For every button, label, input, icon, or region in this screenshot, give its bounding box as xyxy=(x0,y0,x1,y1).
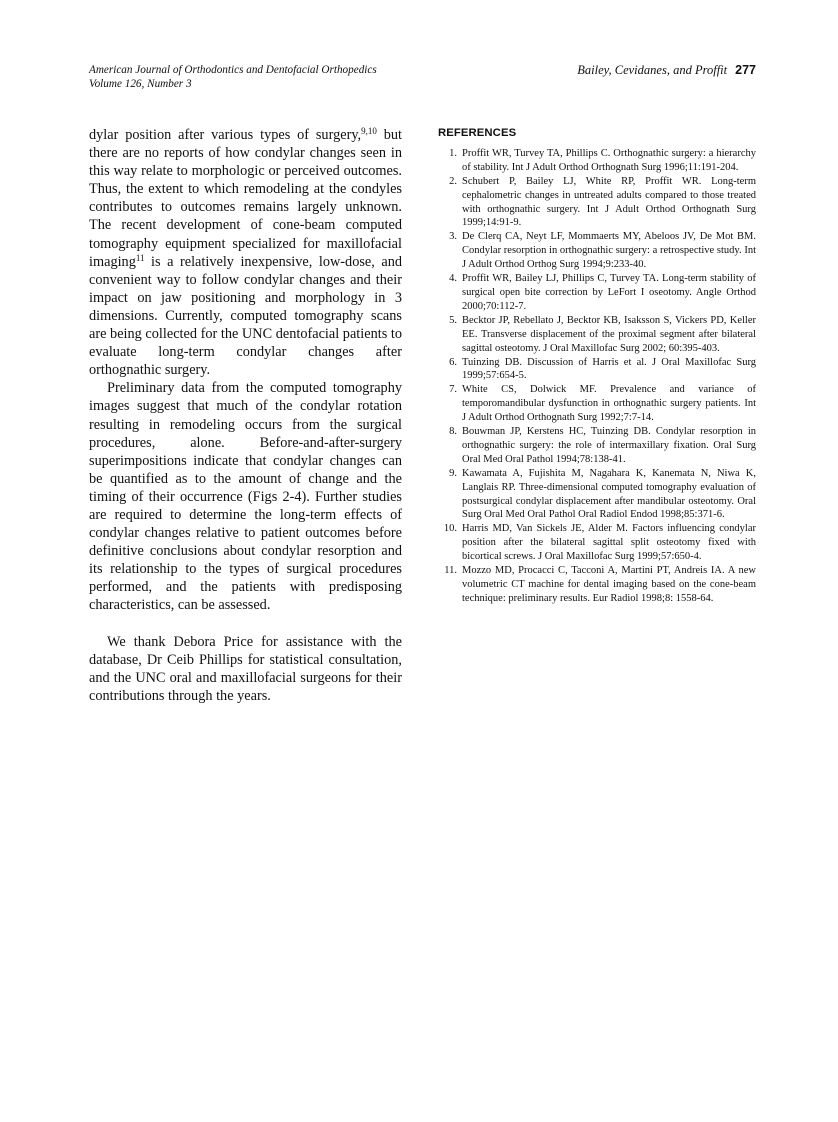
reference-item xyxy=(438,175,756,231)
reference-item xyxy=(438,425,756,467)
text-span: is a relatively inexpensive, low-dose, and convenient way to follow condylar changes and their impact on jaw positioning and morphology in 3 dimensions. Currently, computed tomography scans are being collected for the UNC dentofacial patients to evaluate long-term condylar changes after orthognathic surgery. xyxy=(89,253,402,379)
reference-item xyxy=(438,383,756,425)
journal-title: American Journal of Orthodontics and Dentofacial Orthopedics xyxy=(89,64,377,76)
reference-item xyxy=(438,522,756,564)
reference-text: Kawamata A, Fujishita M, Nagahara K, Kanemata N, Niwa K, Langlais RP. Three-dimensional computed tomography evaluation of postsurgical condylar displacement after mandibular osteotomy. Oral Surg Oral Med Oral Pathol Oral Radiol Endod 1998;85:371-6. xyxy=(462,467,756,521)
reference-item xyxy=(438,356,756,384)
reference-list xyxy=(438,147,756,606)
page-number: 277 xyxy=(735,63,756,77)
reference-number: 4. xyxy=(449,273,457,285)
reference-text: Proffit WR, Turvey TA, Phillips C. Orthognathic surgery: a hierarchy of stability. Int J Adult Orthod Orthognath Surg 1996;11:191-204. xyxy=(462,147,756,173)
reference-text: Bouwman JP, Kerstens HC, Tuinzing DB. Condylar resorption in orthognathic surgery: the role of intermaxillary fixation. Oral Surg Oral Med Oral Pathol 1994;78:138-41. xyxy=(462,426,756,465)
reference-item xyxy=(438,467,756,523)
reference-text: White CS, Dolwick MF. Prevalence and variance of temporomandibular dysfunction in orthognathic surgery patients. Int J Adult Orthod Orthognath Surg 1992;7:7-14. xyxy=(462,384,756,424)
reference-text: Schubert P, Bailey LJ, White RP, Proffit WR. Long-term cephalometric changes in untreated adults compared to those treated with orthognathic surgery. Int J Adult Orthod Orthognath Surg 1999;14:91-9. xyxy=(462,175,756,229)
reference-number: 5. xyxy=(449,314,457,326)
reference-number: 2. xyxy=(449,175,457,187)
reference-number: 11. xyxy=(444,565,457,577)
reference-number: 7. xyxy=(449,384,457,396)
reference-item xyxy=(438,564,756,606)
references-heading: REFERENCES xyxy=(438,127,517,139)
text-span: dylar position after various types of surgery, xyxy=(89,127,362,143)
citation-superscript: 11 xyxy=(135,252,145,263)
running-header-right xyxy=(577,63,756,77)
reference-number: 8. xyxy=(449,426,457,438)
text-span: but there are no reports of how condylar changes seen in this way relate to morphologic or perceived outcomes. Thus, the extent to which remodeling at the condyles contributes to outcomes remains largely unknown. The recent development of cone-beam computed tomography equipment specialized for maxillofacial imaging xyxy=(89,127,403,270)
reference-number: 9. xyxy=(449,467,457,479)
reference-text: Becktor JP, Rebellato J, Becktor KB, Isaksson S, Vickers PD, Keller EE. Transverse displacement of the proximal segment after bilateral sagittal osteotomy. J Oral Maxillofac Surg 2002; 60:395-403. xyxy=(462,314,756,354)
body-paragraph-2: Preliminary data from the computed tomography images suggest that much of the condylar rotation resulting in remodeling occurs from the surgical procedures, alone. Before-and-after-surgery superimpositions indicate that condylar changes can be quantified as to the amount of change and the timing of their occurrence (Figs 2-4). Further studies are required to determine the long-term effects of condylar changes relative to patient outcomes before definitive conclusions about condylar resorption and its relationship to the types of surgical procedures performed, and the patients with predisposing characteristics, can be assessed. xyxy=(89,380,402,614)
acknowledgment: We thank Debora Price for assistance with the database, Dr Ceib Phillips for statistical consultation, and the UNC oral and maxillofacial surgeons for their contributions through the years. xyxy=(89,633,402,704)
reference-number: 10. xyxy=(443,523,457,535)
reference-text: Harris MD, Van Sickels JE, Alder M. Factors influencing condylar position after the bilateral sagittal split osteotomy fixed with bicortical screws. J Oral Maxillofac Surg 1999;57:650-4. xyxy=(462,523,756,563)
reference-number: 1. xyxy=(449,147,457,159)
reference-number: 3. xyxy=(449,231,457,243)
volume-issue: Volume 126, Number 3 xyxy=(89,78,192,90)
reference-text: De Clerq CA, Neyt LF, Mommaerts MY, Abeloos JV, De Mot BM. Condylar resorption in orthognathic surgery: a retrospective study. Int J Adult Orthod Orthog Surg 1994;9:233-40. xyxy=(462,231,756,271)
reference-item xyxy=(438,272,756,314)
reference-item xyxy=(438,314,756,356)
reference-text: Mozzo MD, Procacci C, Tacconi A, Martini PT, Andreis IA. A new volumetric CT machine for dental imaging based on the cone-beam technique: preliminary results. Eur Radiol 1998;8: 1558-64. xyxy=(462,565,756,604)
reference-text: Proffit WR, Bailey LJ, Phillips C, Turvey TA. Long-term stability of surgical open bite correction by LeFort I oseotomy. Angle Orthod 2000;70:112-7. xyxy=(462,273,756,312)
reference-item xyxy=(438,230,756,272)
body-column xyxy=(89,126,402,705)
authors: Bailey, Cevidanes, and Proffit xyxy=(577,63,728,77)
citation-superscript: 9,10 xyxy=(361,126,377,136)
running-header-left xyxy=(89,63,377,91)
references-section xyxy=(438,127,756,606)
reference-text: Tuinzing DB. Discussion of Harris et al. J Oral Maxillofac Surg 1999;57:654-5. xyxy=(462,356,756,382)
reference-item xyxy=(438,147,756,175)
body-paragraph-1 xyxy=(89,126,402,379)
reference-number: 6. xyxy=(449,356,457,368)
